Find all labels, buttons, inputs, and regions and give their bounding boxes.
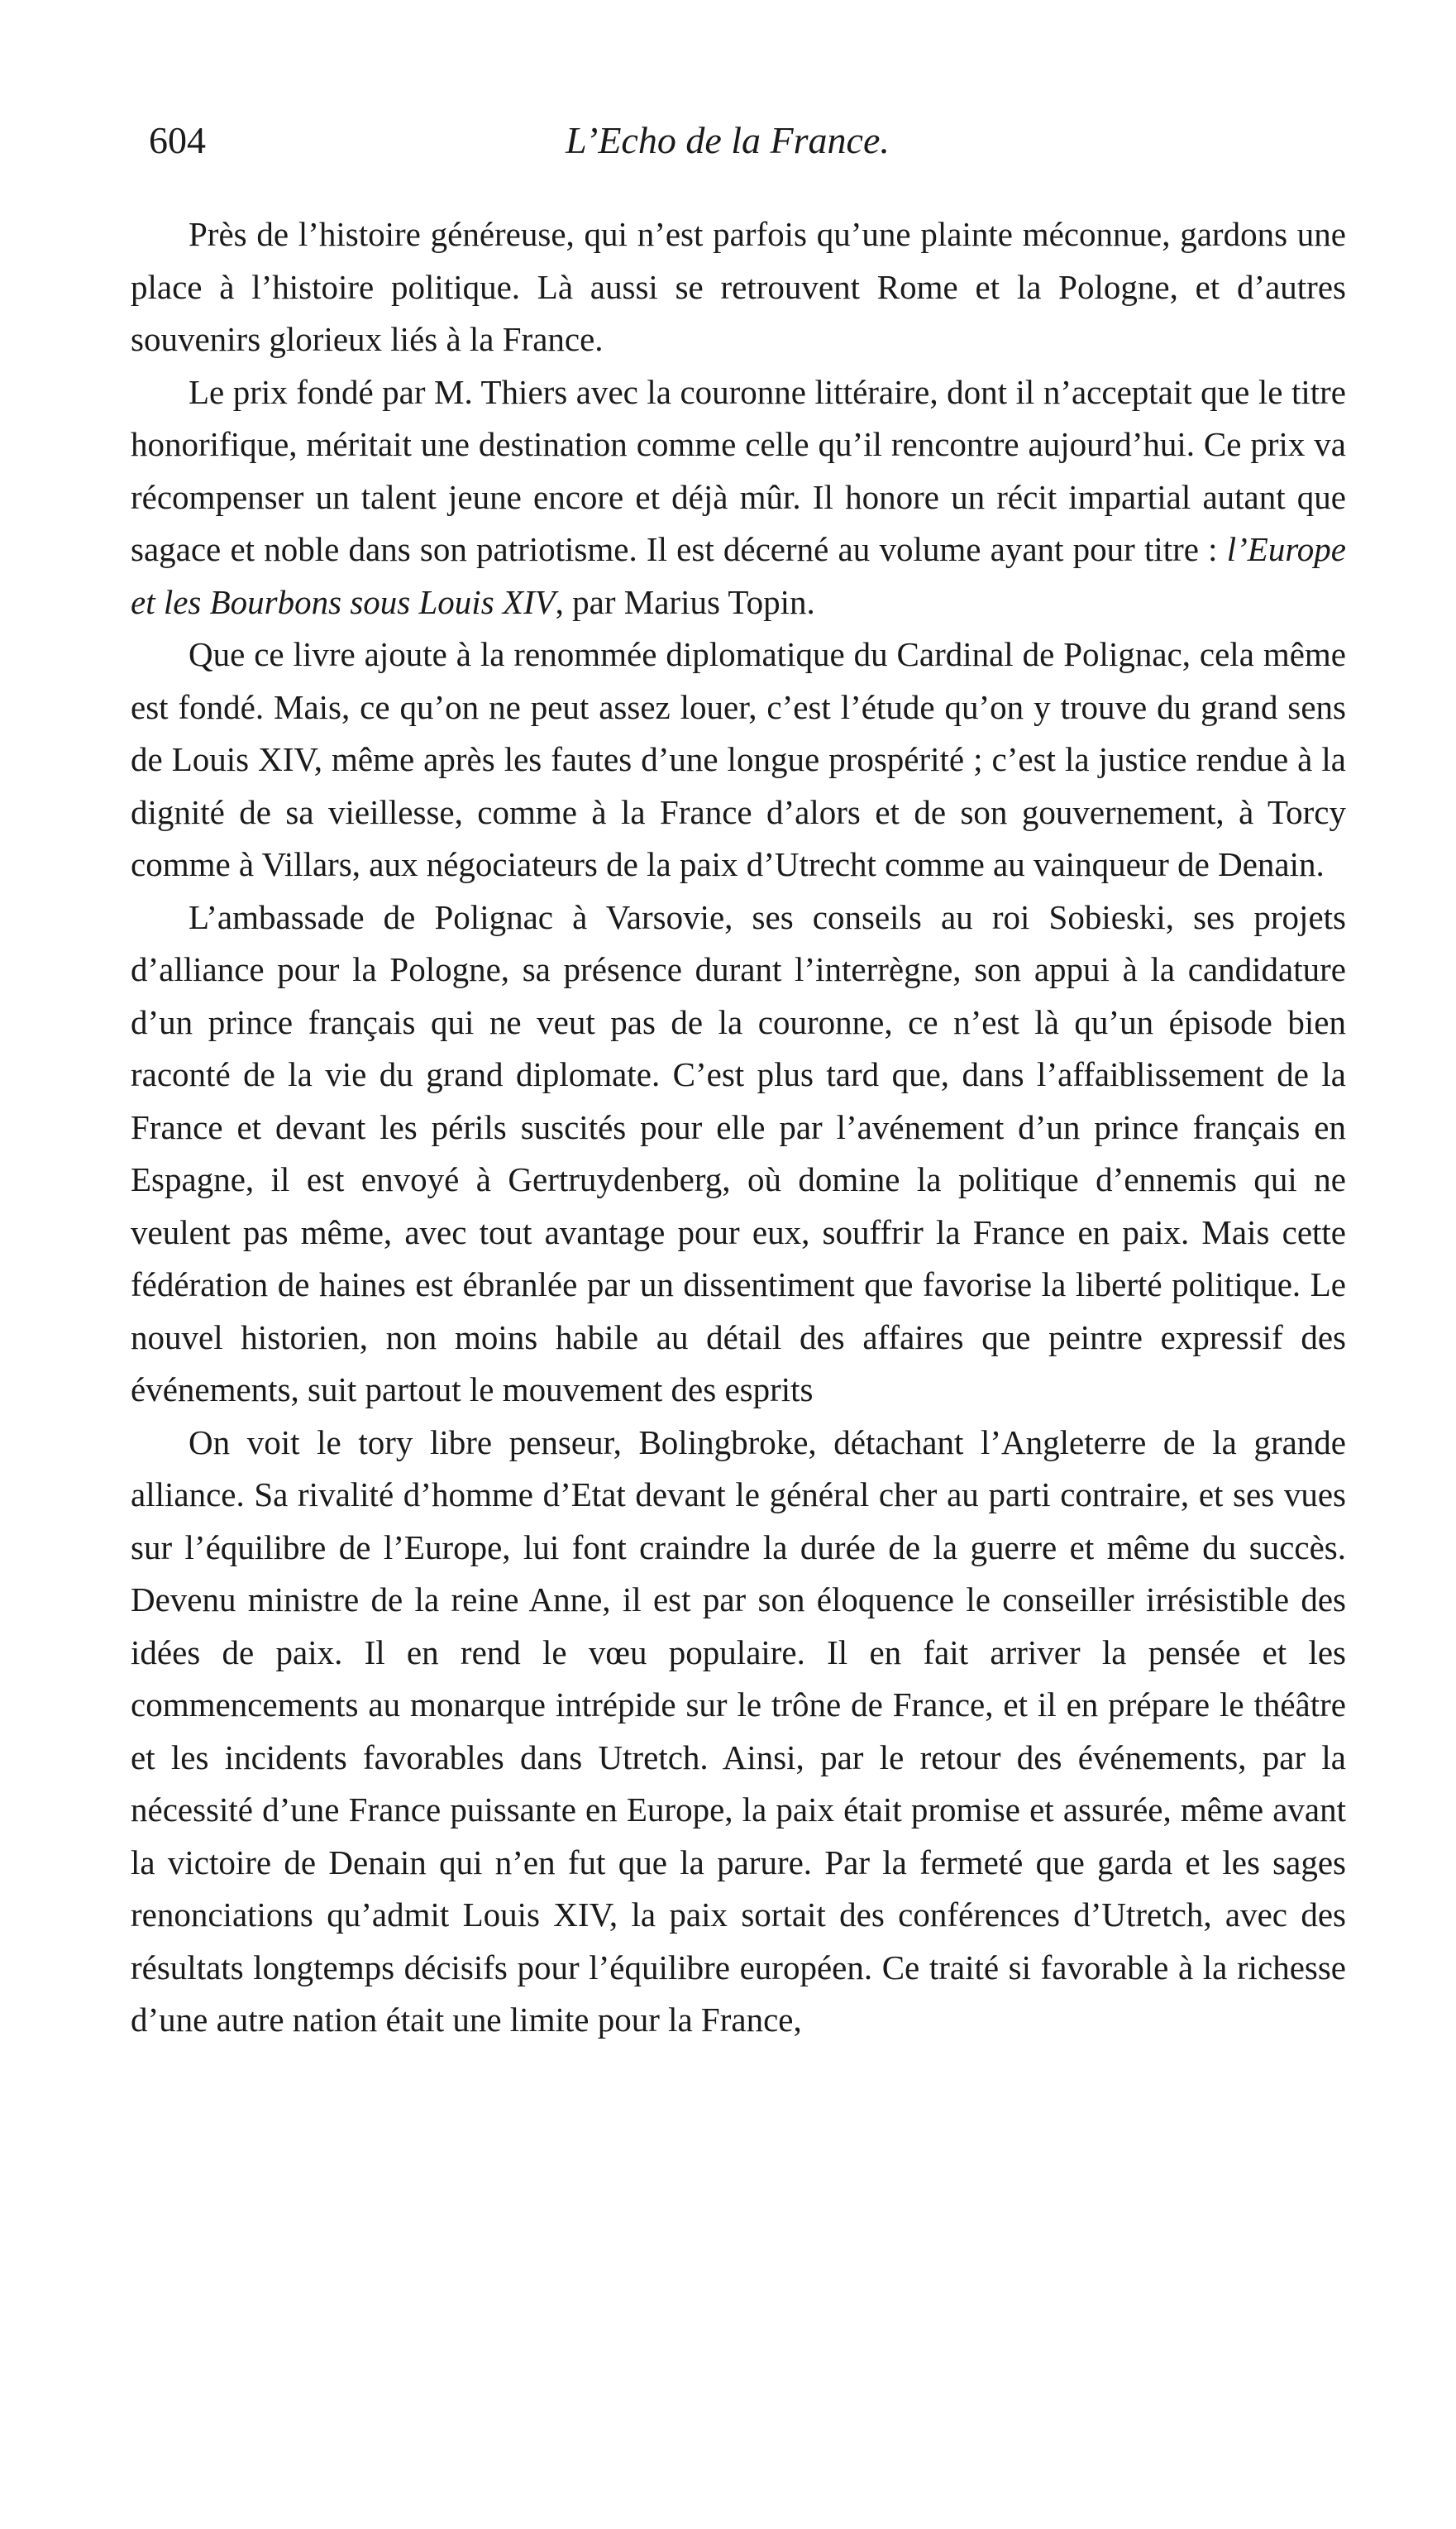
- paragraph-4: L’ambassade de Polignac à Varsovie, ses conseils au roi Sobieski, ses projets d’alliance pour la Pologne, sa présence durant l’interrègne, son appui à la candidature d’un prince français qui ne veut pas de la couronne, ce n’est là qu’un épisode bien raconté de la vie du grand diplomate. C’est plus tard que, dans l’affaiblissement de la France et devant les périls suscités pour elle par l’avénement d’un prince français en Espagne, il est envoyé à Gertruydenberg, où domine la politique d’ennemis qui ne veulent pas même, avec tout avantage pour eux, souffrir la France en paix. Mais cette fédération de haines est ébranlée par un dissentiment que favorise la liberté politique. Le nouvel historien, non moins habile au détail des affaires que peintre expressif des événements, suit partout le mouvement des esprits: [131, 897, 1346, 1408]
- page-number: 604: [149, 119, 206, 161]
- paragraph-1: Près de l’histoire généreuse, qui n’est parfois qu’une plainte méconnue, gardons une place à l’histoire politique. Là aussi se retrouvent Rome et la Pologne, et d’autres souvenirs glorieux liés à la France.: [131, 215, 1346, 358]
- paragraph-3: Que ce livre ajoute à la renommée diplomatique du Cardinal de Polignac, cela même est fondé. Mais, ce qu’on ne peut assez louer, c’est l’étude qu’on y trouve du grand sens de Louis XIV, même après les fautes d’une longue prospérité ; c’est la justice rendue à la dignité de sa vieillesse, comme à la France d’alors et de son gouvernement, à Torcy comme à Villars, aux négociateurs de la paix d’Utrecht comme au vainqueur de Denain.: [131, 635, 1346, 883]
- book-title: l’Europe et les Bourbons sous Louis XIV: [131, 530, 1346, 621]
- running-header: [149, 116, 1306, 174]
- paragraph-5: On voit le tory libre penseur, Bolingbroke, détachant l’Angleterre de la grande alliance. Sa rivalité d’homme d’Etat devant le général cher au parti contraire, et ses vues sur l’équilibre de l’Europe, lui font craindre la durée de la guerre et même du succès. Devenu ministre de la reine Anne, il est par son éloquence le conseiller irrésistible des idées de paix. Il en rend le vœu populaire. Il en fait arriver la pensée et les commencements au monarque intrépide sur le trône de France, et il en prépare le théâtre et les incidents favorables dans Utretch. Ainsi, par le retour des événements, par la nécessité d’une France puissante en Europe, la paix était promise et assurée, même avant la victoire de Denain qui n’en fut que la parure. Par la fermeté que garda et les sages renonciations qu’admit Louis XIV, la paix sortait des conférences d’Utretch, avec des résultats longtemps décisifs pour l’équilibre européen. Ce traité si favorable à la richesse d’une autre nation était une limite pour la France,: [131, 1422, 1346, 2039]
- paragraph-2-text-after: , par Marius Topin.: [555, 582, 815, 621]
- paragraph-2-text-before: Le prix fondé par M. Thiers avec la couronne littéraire, dont il n’acceptait que le titre honorifique, méritait une destination comme celle qu’il rencontre aujourd’hui. Ce prix va récompenser un talent jeune encore et déjà mûr. Il honore un récit impartial autant que sagace et noble dans son patriotisme. Il est décerné au volume ayant pour titre :: [131, 372, 1346, 568]
- running-title: L’Echo de la France.: [566, 119, 890, 161]
- paragraph-2: [131, 366, 1346, 629]
- body-text: [131, 208, 1346, 2047]
